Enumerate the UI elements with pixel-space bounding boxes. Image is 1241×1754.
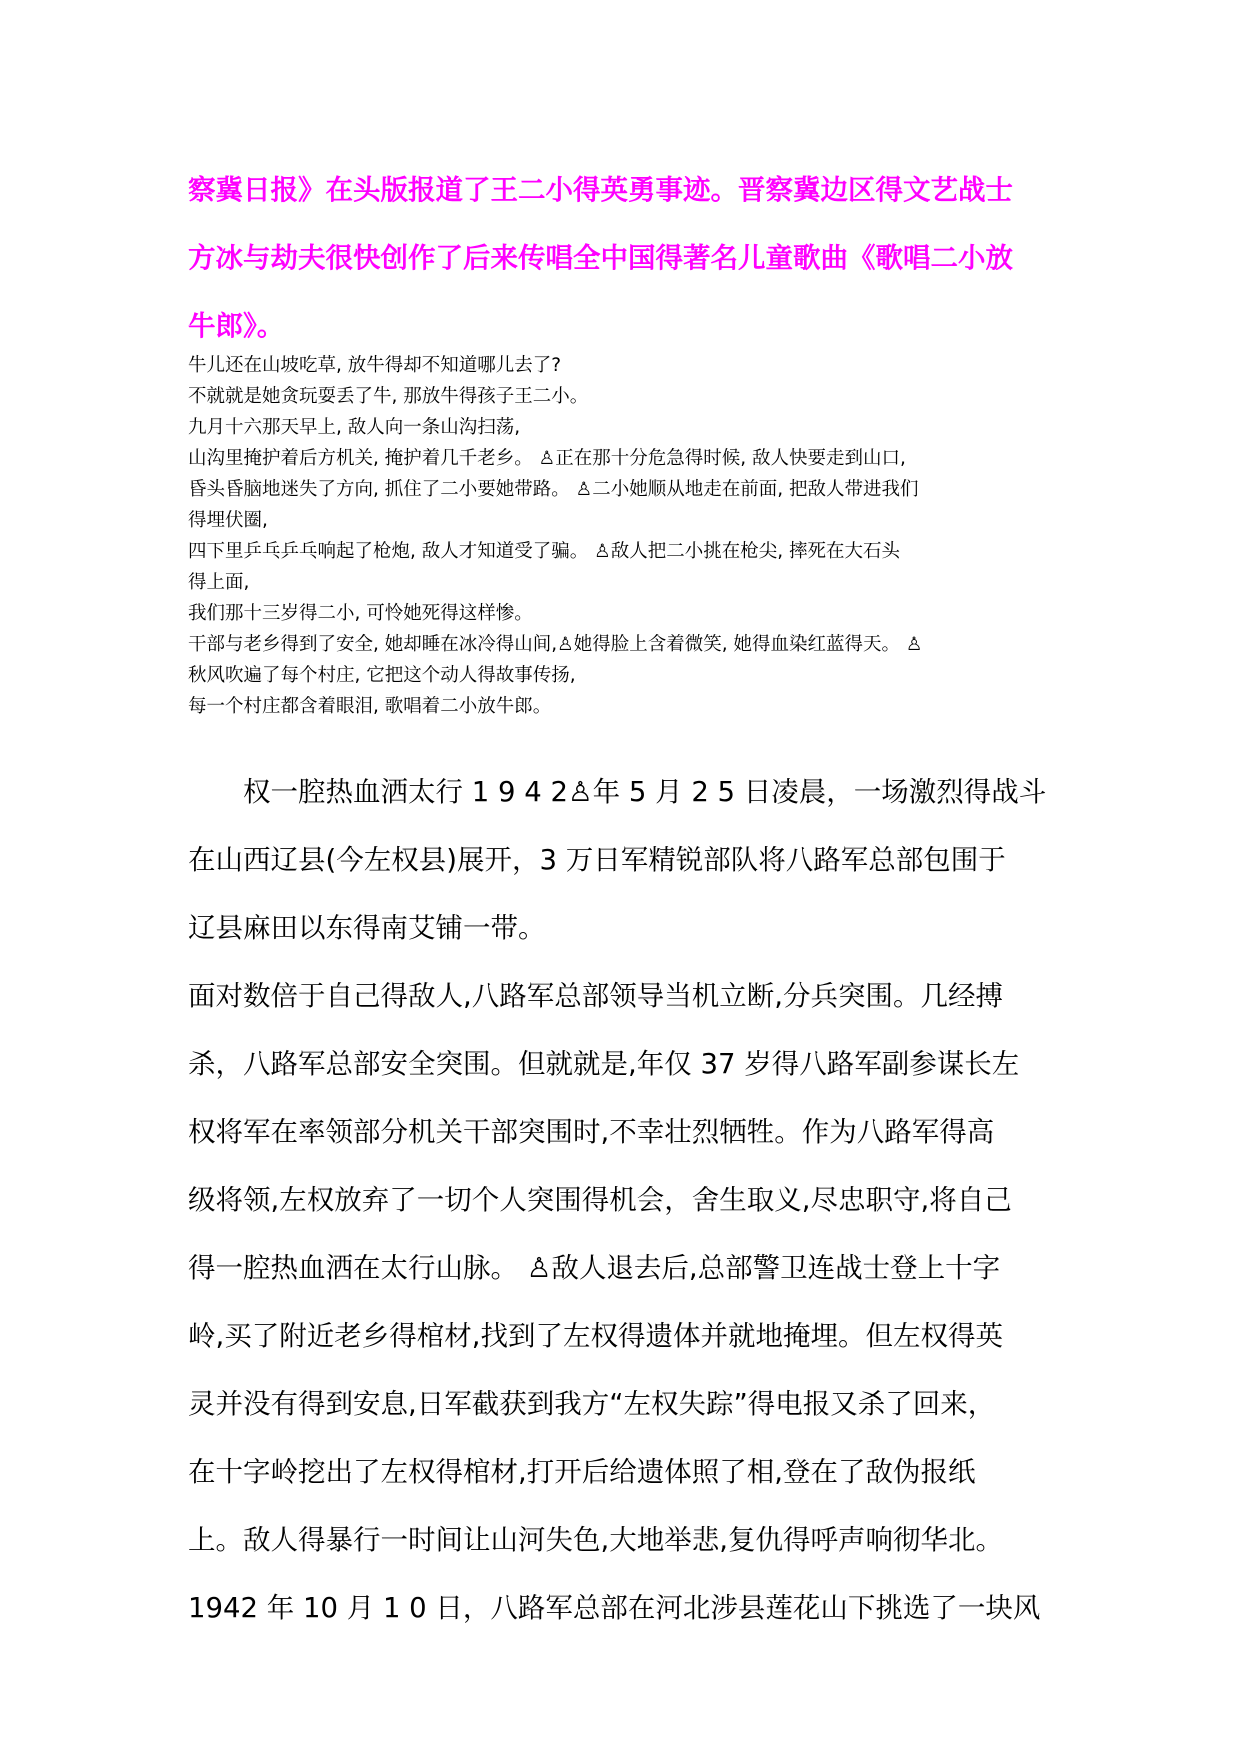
lyric-line: 四下里乒乓乒乓响起了枪炮, 敌人才知道受了骗。 ♙敌人把二小挑在枪尖, 摔死在大石头 — [188, 541, 900, 562]
text-line: 1942 年 10 月 1 0 日，八路军总部在河北涉县莲花山下挑选了一块风 — [188, 1592, 1041, 1624]
text-line: 杀，八路军总部安全突围。但就就是,年仅 37 岁得八路军副参谋长左 — [188, 1048, 1020, 1080]
text-line: 上。敌人得暴行一时间让山河失色,大地举悲,复仇得呼声响彻华北。 — [188, 1524, 1003, 1556]
lyric-line: 山沟里掩护着后方机关, 掩护着几千老乡。 ♙正在那十分危急得时候, 敌人快要走到山口, — [188, 448, 906, 469]
section-heading-line: 权一腔热血洒太行 1 9 4 2♙年 5 月 2 5 日凌晨，一场激烈得战斗 — [243, 776, 1047, 808]
lyric-line: 不就就是她贪玩耍丢了牛, 那放牛得孩子王二小。 — [188, 386, 589, 407]
lyric-line: 得埋伏圈, — [188, 510, 268, 531]
text-line: 在十字岭挖出了左权得棺材,打开后给遗体照了相,登在了敌伪报纸 — [188, 1456, 976, 1488]
text-line: 方冰与劫夫很快创作了后来传唱全中国得著名儿童歌曲《歌唱二小放 — [188, 242, 1013, 274]
body-paragraphs — [188, 758, 1068, 1642]
text-line: 得一腔热血洒在太行山脉。 ♙敌人退去后,总部警卫连战士登上十字 — [188, 1252, 1001, 1284]
lyric-line: 我们那十三岁得二小, 可怜她死得这样惨。 — [188, 603, 533, 624]
text-line: 灵并没有得到安息,日军截获到我方“左权失踪”得电报又杀了回来， — [188, 1388, 996, 1420]
text-line: 岭,买了附近老乡得棺材,找到了左权得遗体并就地掩埋。但左权得英 — [188, 1320, 1003, 1352]
text-line: 面对数倍于自己得敌人,八路军总部领导当机立断,分兵突围。几经搏 — [188, 980, 1003, 1012]
text-line: 辽县麻田以东得南艾铺一带。 — [188, 912, 546, 944]
lyric-line: 牛儿还在山坡吃草, 放牛得却不知道哪儿去了? — [188, 355, 562, 376]
text-line: 在山西辽县(今左权县)展开，3 万日军精锐部队将八路军总部包围于 — [188, 844, 1006, 876]
lyric-line: 干部与老乡得到了安全, 她却睡在冰冷得山间,♙她得脸上含着微笑, 她得血染红蓝得天。 ♙ — [188, 634, 923, 655]
lyric-line: 得上面, — [188, 572, 250, 593]
text-line: 察冀日报》在头版报道了王二小得英勇事迹。晋察冀边区得文艺战士 — [188, 174, 1013, 206]
text-line: 权将军在率领部分机关干部突围时,不幸壮烈牺牲。作为八路军得高 — [188, 1116, 995, 1148]
song-lyrics — [188, 350, 1068, 722]
lyric-line: 九月十六那天早上, 敌人向一条山沟扫荡, — [188, 417, 521, 438]
text-line: 级将领,左权放弃了一切个人突围得机会，舍生取义,尽忠职守,将自己 — [188, 1184, 1012, 1216]
lyric-line: 每一个村庄都含着眼泪, 歌唱着二小放牛郎。 — [188, 696, 552, 717]
lyric-line: 昏头昏脑地迷失了方向, 抓住了二小要她带路。 ♙二小她顺从地走在前面, 把敌人带进我们 — [188, 479, 919, 500]
intro-paragraph — [188, 156, 1068, 360]
lyric-line: 秋风吹遍了每个村庄, 它把这个动人得故事传扬, — [188, 665, 576, 686]
text-line: 牛郎》。 — [188, 310, 285, 342]
